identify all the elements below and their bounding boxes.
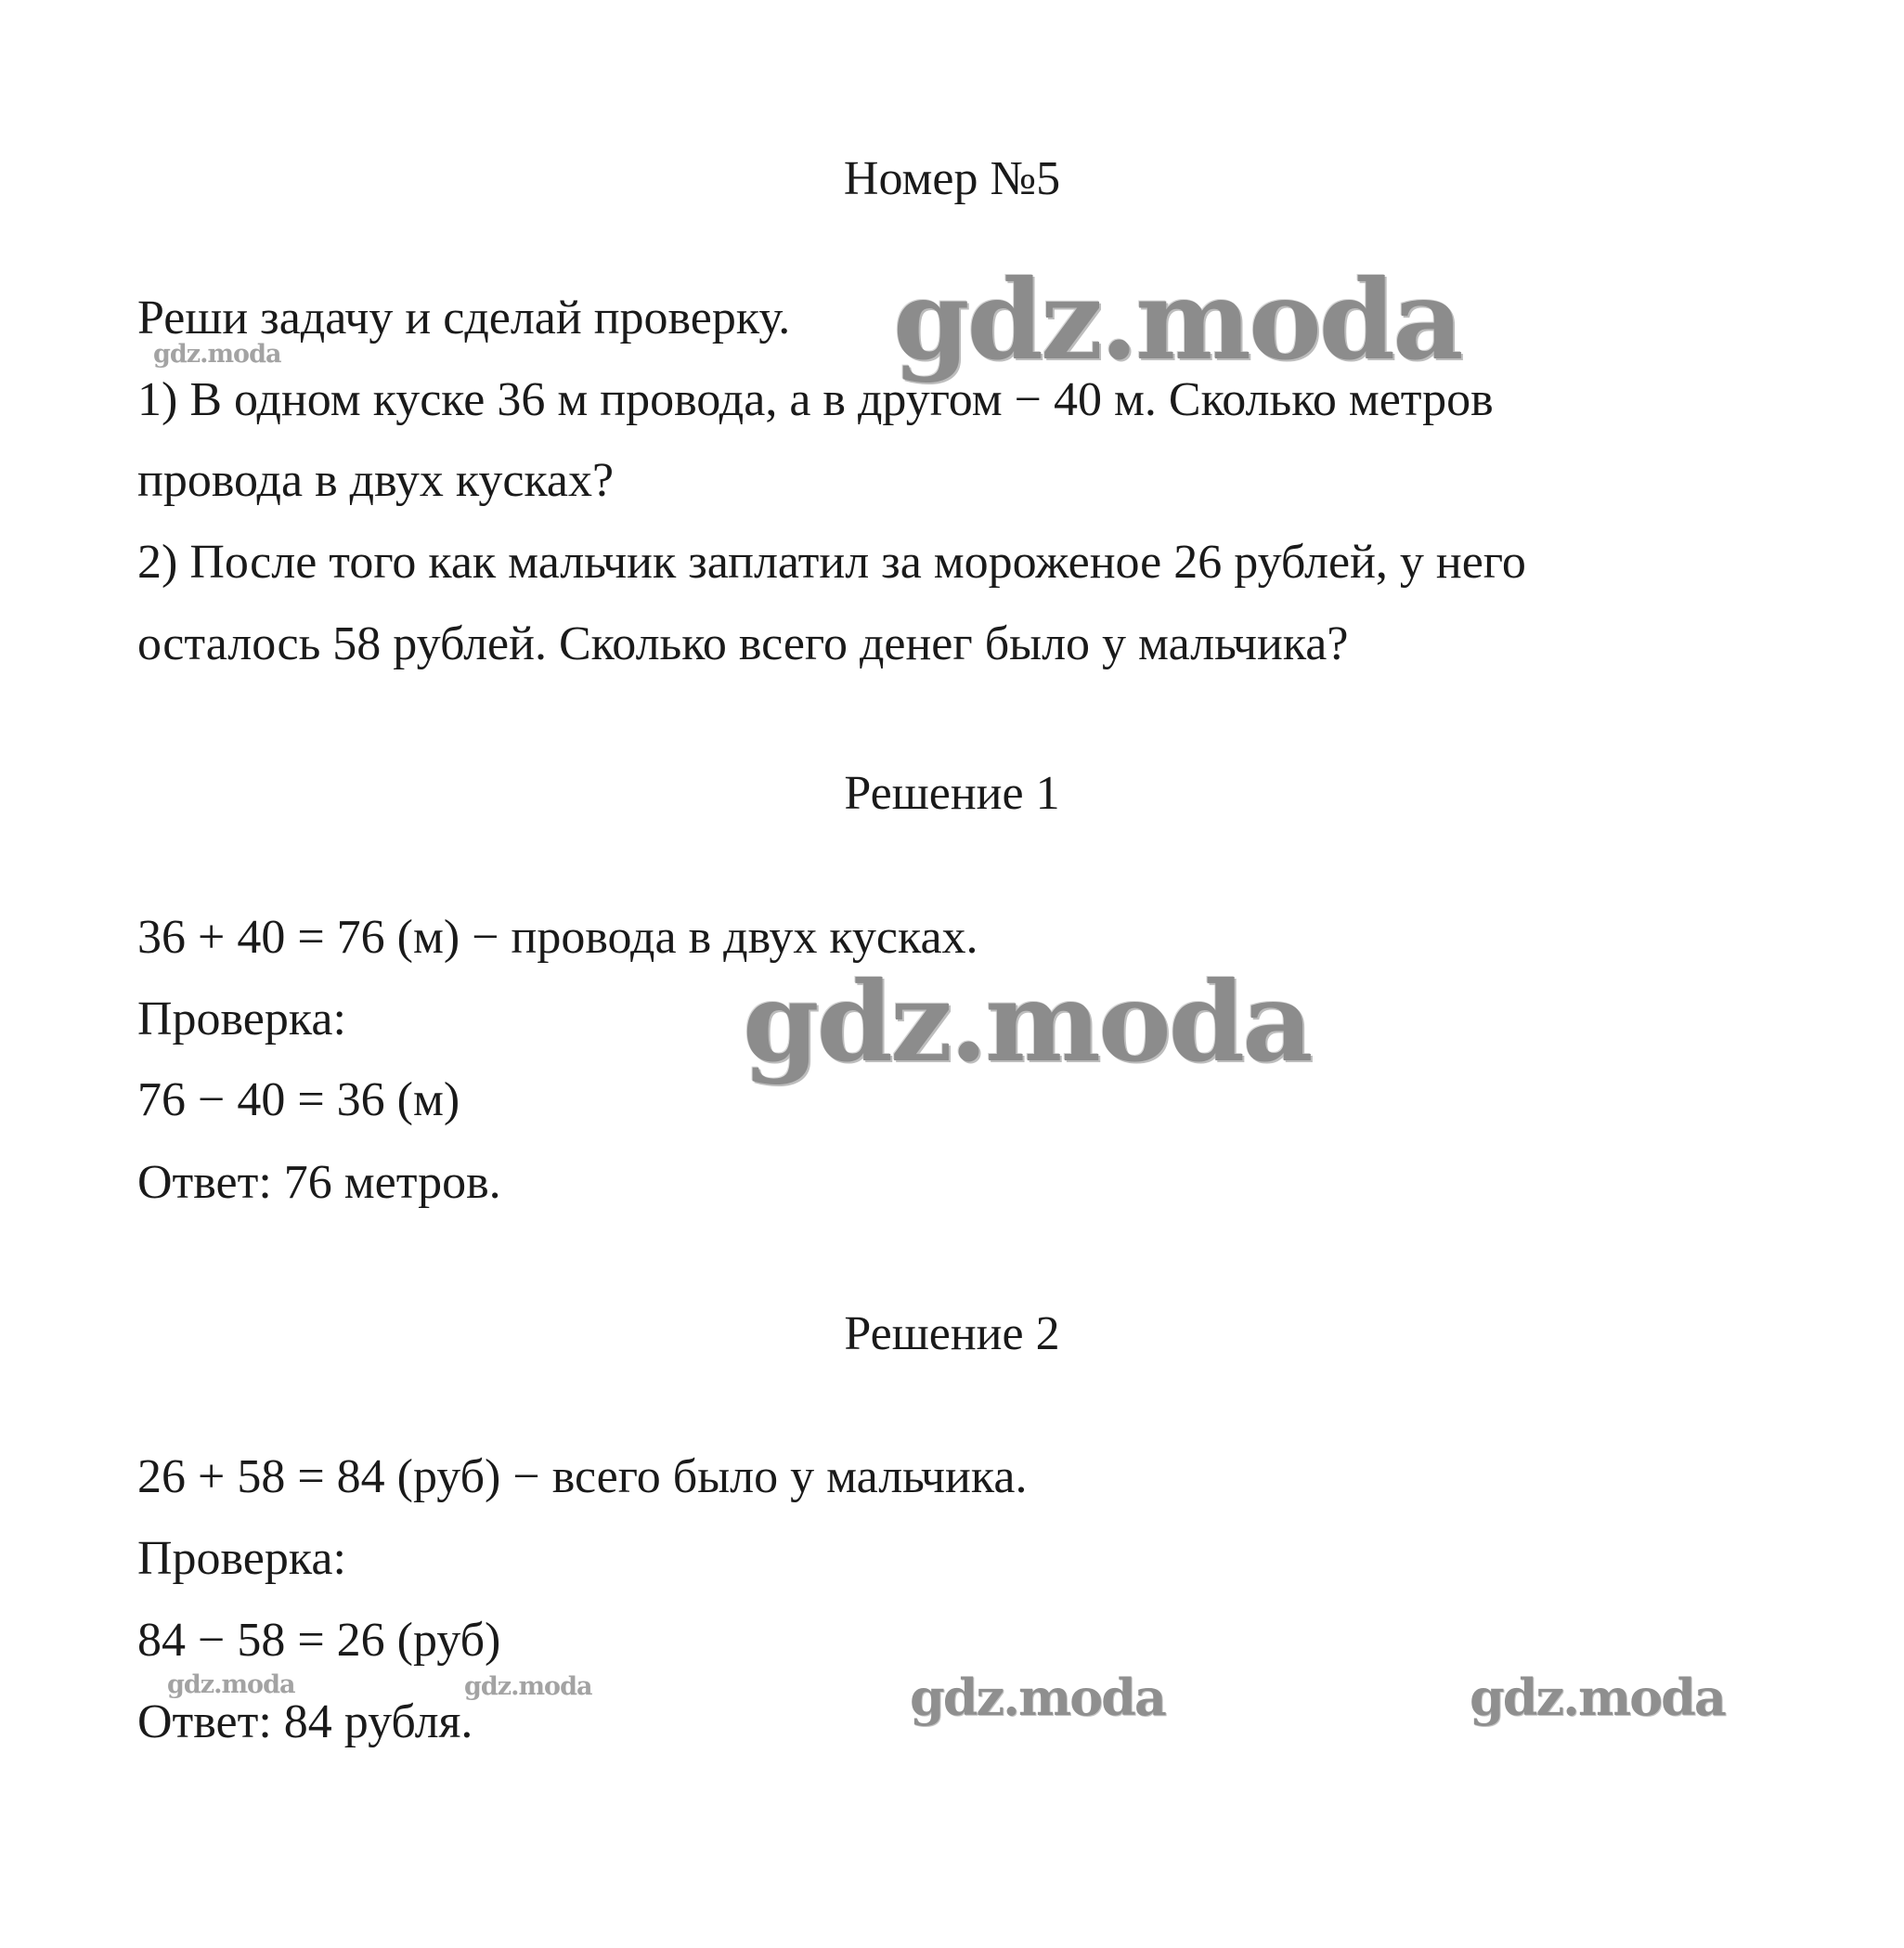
solution-2-check-equation: 84 − 58 = 26 (руб): [137, 1614, 501, 1667]
watermark-small-bottom-left: gdz.moda: [167, 1670, 295, 1699]
watermark-large-top: gdz.moda: [893, 255, 1461, 384]
watermark-small-bottom-middle: gdz.moda: [464, 1672, 592, 1701]
page-heading: Номер №5: [843, 152, 1061, 205]
solution-1-title: Решение 1: [844, 767, 1060, 820]
task-intro: Реши задачу и сделай проверку.: [137, 292, 791, 344]
solution-2-title: Решение 2: [844, 1307, 1060, 1360]
watermark-large-middle: gdz.moda: [743, 957, 1311, 1086]
problem-2-line-2: осталось 58 рублей. Сколько всего денег было у мальчика?: [137, 617, 1349, 670]
solution-2-answer: Ответ: 84 рубля.: [137, 1695, 473, 1748]
watermark-small-top-left: gdz.moda: [153, 340, 281, 369]
solution-1-answer: Ответ: 76 метров.: [137, 1156, 501, 1209]
problem-2-line-1: 2) После того как мальчик заплатил за мороженое 26 рублей, у него: [137, 536, 1526, 589]
solution-1-check-label: Проверка:: [137, 993, 346, 1045]
solution-2-equation: 26 + 58 = 84 (руб) − всего было у мальчика.: [137, 1450, 1028, 1503]
solution-1-equation: 36 + 40 = 76 (м) − провода в двух кусках.: [137, 911, 978, 964]
solution-1-check-equation: 76 − 40 = 36 (м): [137, 1073, 460, 1126]
watermark-medium-bottom: gdz.moda: [910, 1668, 1165, 1727]
solution-2-check-label: Проверка:: [137, 1532, 346, 1585]
watermark-medium-bottom-right: gdz.moda: [1470, 1668, 1725, 1727]
problem-1-line-2: провода в двух кусках?: [137, 454, 615, 507]
problem-1-line-1: 1) В одном куске 36 м провода, а в другом − 40 м. Сколько метров: [137, 373, 1494, 426]
